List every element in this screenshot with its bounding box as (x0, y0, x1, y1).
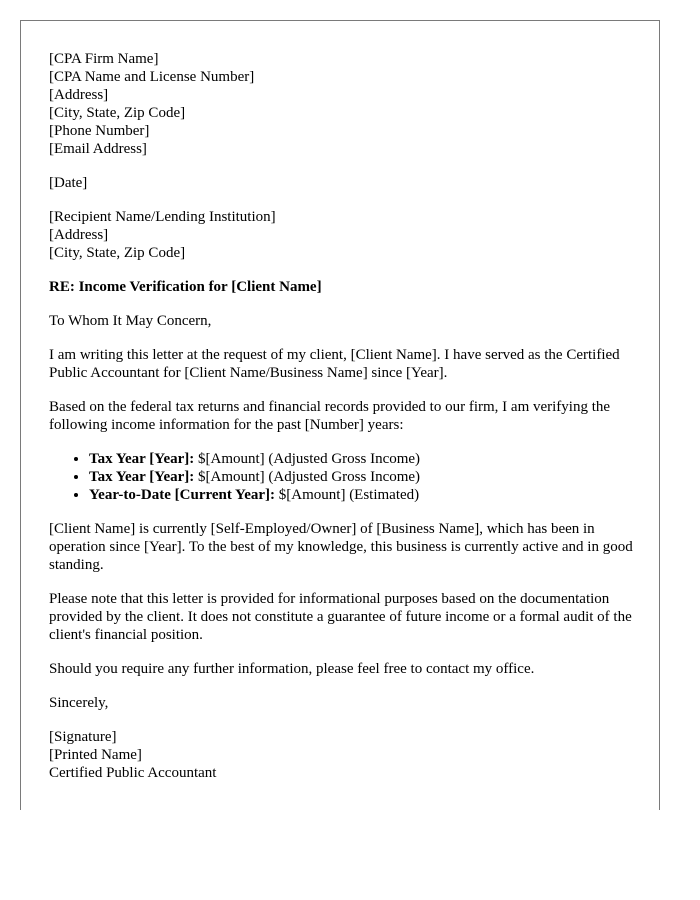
recipient-address: [Address] (49, 227, 109, 243)
sender-address: [Address] (49, 87, 109, 103)
status-paragraph: [Client Name] is currently [Self-Employed/Owner] of [Business Name], which has been in operation since [Year]. To the best of my knowledge, this business is currently active and in good standing. (49, 521, 633, 573)
basis-paragraph: Based on the federal tax returns and financial records provided to our firm, I am verifying the following income information for the past [Number] years: (49, 399, 611, 433)
salutation: To Whom It May Concern, (49, 313, 212, 329)
income-item-value: $[Amount] (Estimated) (275, 487, 420, 503)
income-item-label: Tax Year [Year]: (89, 469, 195, 485)
sender-cpa-name-license: [CPA Name and License Number] (49, 69, 255, 85)
closing: Sincerely, (49, 695, 109, 711)
sender-city-state-zip: [City, State, Zip Code] (49, 105, 186, 121)
sender-phone: [Phone Number] (49, 123, 150, 139)
sender-firm-name: [CPA Firm Name] (49, 51, 159, 67)
signature-placeholder: [Signature] (49, 729, 117, 745)
recipient-block (49, 208, 639, 262)
intro-paragraph: I am writing this letter at the request of my client, [Client Name]. I have served as the Certified Public Accountant for [Client Name/Business Name] since [Year]. (49, 347, 620, 381)
contact-paragraph: Should you require any further information, please feel free to contact my office. (49, 661, 535, 677)
disclaimer-paragraph: Please note that this letter is provided for informational purposes based on the documentation provided by the client. It does not constitute a guarantee of future income or a formal audit of the client's financial position. (49, 591, 632, 643)
date-block (49, 174, 639, 192)
letter-content (49, 50, 639, 798)
income-item-label: Year-to-Date [Current Year]: (89, 487, 276, 503)
income-item (89, 486, 639, 504)
recipient-name: [Recipient Name/Lending Institution] (49, 209, 276, 225)
income-item (89, 468, 639, 486)
income-item-value: $[Amount] (Adjusted Gross Income) (194, 469, 421, 485)
sender-email: [Email Address] (49, 141, 147, 157)
letter-page (20, 20, 660, 810)
income-item (89, 450, 639, 468)
recipient-city-state-zip: [City, State, Zip Code] (49, 245, 186, 261)
printed-name: [Printed Name] (49, 747, 142, 763)
income-item-label: Tax Year [Year]: (89, 451, 195, 467)
signer-title: Certified Public Accountant (49, 765, 217, 781)
income-item-value: $[Amount] (Adjusted Gross Income) (194, 451, 421, 467)
signature-block (49, 728, 639, 782)
sender-block (49, 50, 639, 158)
subject-line: RE: Income Verification for [Client Name] (49, 279, 322, 295)
letter-date: [Date] (49, 175, 88, 191)
income-list (49, 450, 639, 504)
